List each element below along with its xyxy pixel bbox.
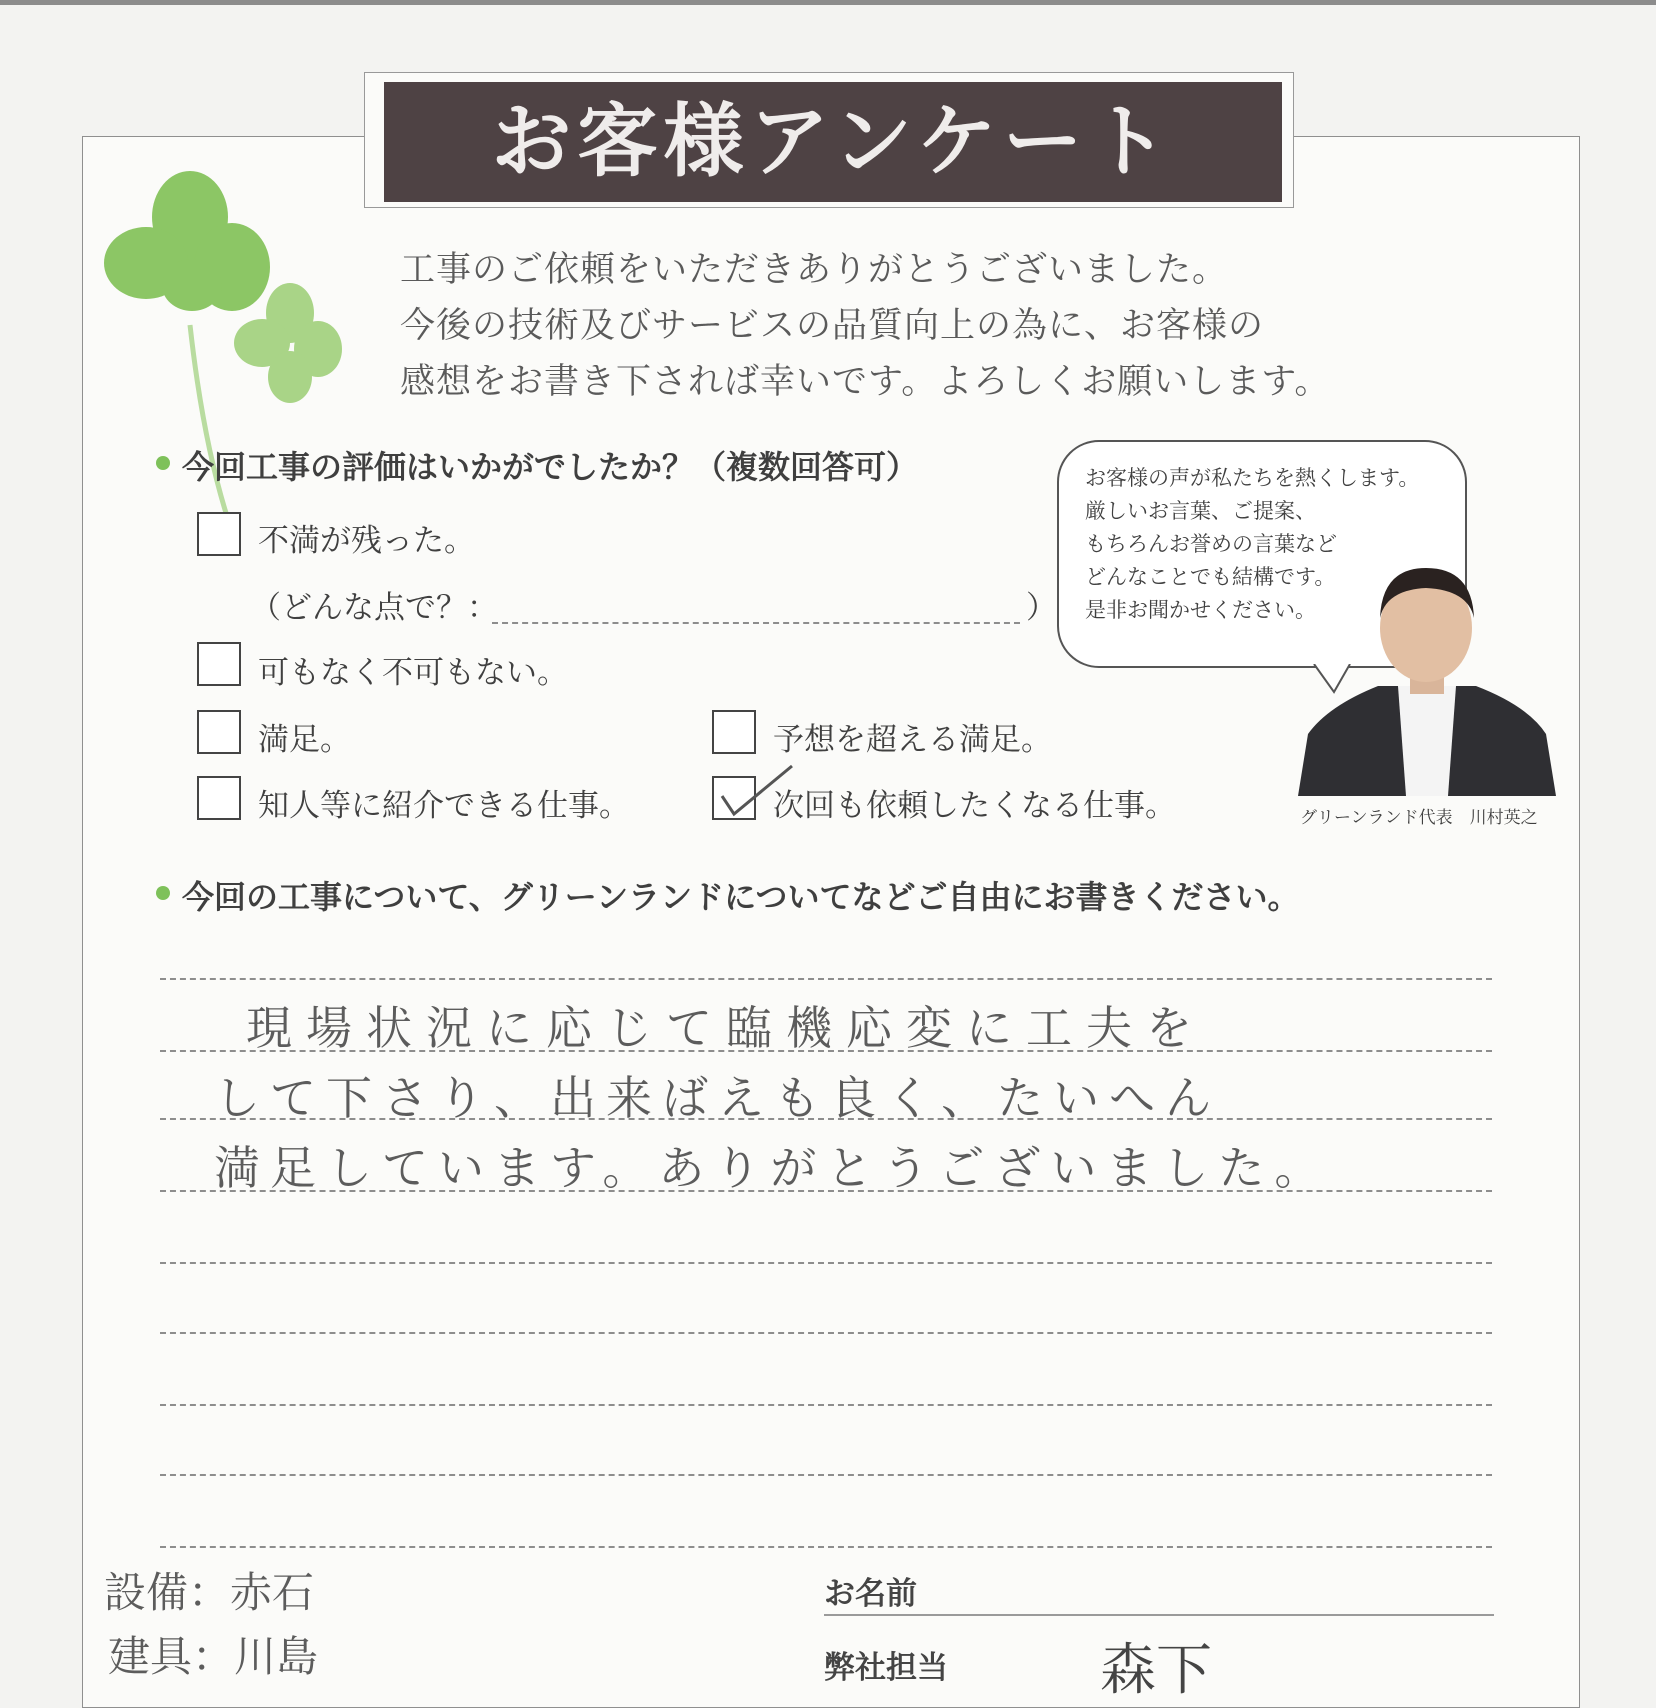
checkbox-dissatisfied[interactable] [197, 512, 241, 556]
name-line [824, 1614, 1494, 1616]
staff-name: 森下 [1100, 1638, 1212, 1703]
ruled-line [160, 1332, 1492, 1334]
intro-line-1: 工事のご依頼をいただきありがとうございました。 [400, 250, 1229, 290]
bullet-dot [156, 886, 170, 900]
ruled-line [160, 978, 1492, 980]
speech-line-3: もちろんお誉めの言葉など [1085, 532, 1337, 556]
name-label: お名前 [824, 1576, 917, 1612]
checkbox-beyond[interactable] [712, 710, 756, 754]
checkbox-satisfied[interactable] [197, 710, 241, 754]
option-satisfied: 満足。 [258, 722, 351, 758]
intro-line-2: 今後の技術及びサービスの品質向上の為に、お客様の [400, 306, 1265, 346]
option-dissatisfied: 不満が残った。 [258, 523, 475, 559]
ruled-line [160, 1546, 1492, 1548]
staff-note-2: 建具：川島 [108, 1632, 319, 1681]
detail-open: （どんな点で？： [250, 590, 498, 626]
intro-line-3: 感想をお書き下されば幸いです。よろしくお願いします。 [400, 362, 1331, 402]
staff-note-1: 設備：赤石 [104, 1568, 315, 1617]
speech-line-5: 是非お聞かせください。 [1085, 598, 1316, 622]
question-2-heading [158, 872, 1299, 918]
comment-line-3: 満足しています。ありがとうございました。 [214, 1141, 1331, 1195]
detail-line [492, 622, 1020, 624]
staff-label: 弊社担当 [824, 1650, 948, 1686]
speech-line-1: お客様の声が私たちを熱くします。 [1085, 466, 1420, 490]
speech-line-2: 厳しいお言葉、ご提案、 [1085, 499, 1316, 523]
question-1-heading [158, 442, 918, 488]
ruled-line [160, 1474, 1492, 1476]
option-again: 次回も依頼したくなる仕事。 [773, 788, 1176, 824]
speech-line-4: どんなことでも結構です。 [1085, 565, 1336, 589]
question-2-text: 今回の工事について、グリーンランドについてなどご自由にお書きください。 [182, 878, 1300, 916]
top-edge-line [0, 0, 1656, 5]
ruled-line [160, 1404, 1492, 1406]
checkbox-referable[interactable] [197, 776, 241, 820]
checkbox-neutral[interactable] [197, 642, 241, 686]
page-title: お客様アンケート [491, 95, 1175, 188]
option-beyond: 予想を超える満足。 [773, 722, 1052, 758]
representative-caption: グリーンランド代表 川村英之 [1300, 808, 1538, 828]
option-referable: 知人等に紹介できる仕事。 [258, 788, 630, 824]
question-1-text: 今回工事の評価はいかがでしたか？（複数回答可） [182, 448, 919, 486]
comment-line-1: 現場状況に応じて臨機応変に工夫を [246, 1001, 1206, 1055]
option-neutral: 可もなく不可もない。 [258, 655, 568, 691]
bullet-dot [156, 456, 170, 470]
representative-portrait [1298, 556, 1556, 796]
comment-line-2: して下さり、出来ばえも良く、たいへん [214, 1071, 1222, 1125]
detail-close: ） [1026, 590, 1057, 626]
ruled-line [160, 1262, 1492, 1264]
